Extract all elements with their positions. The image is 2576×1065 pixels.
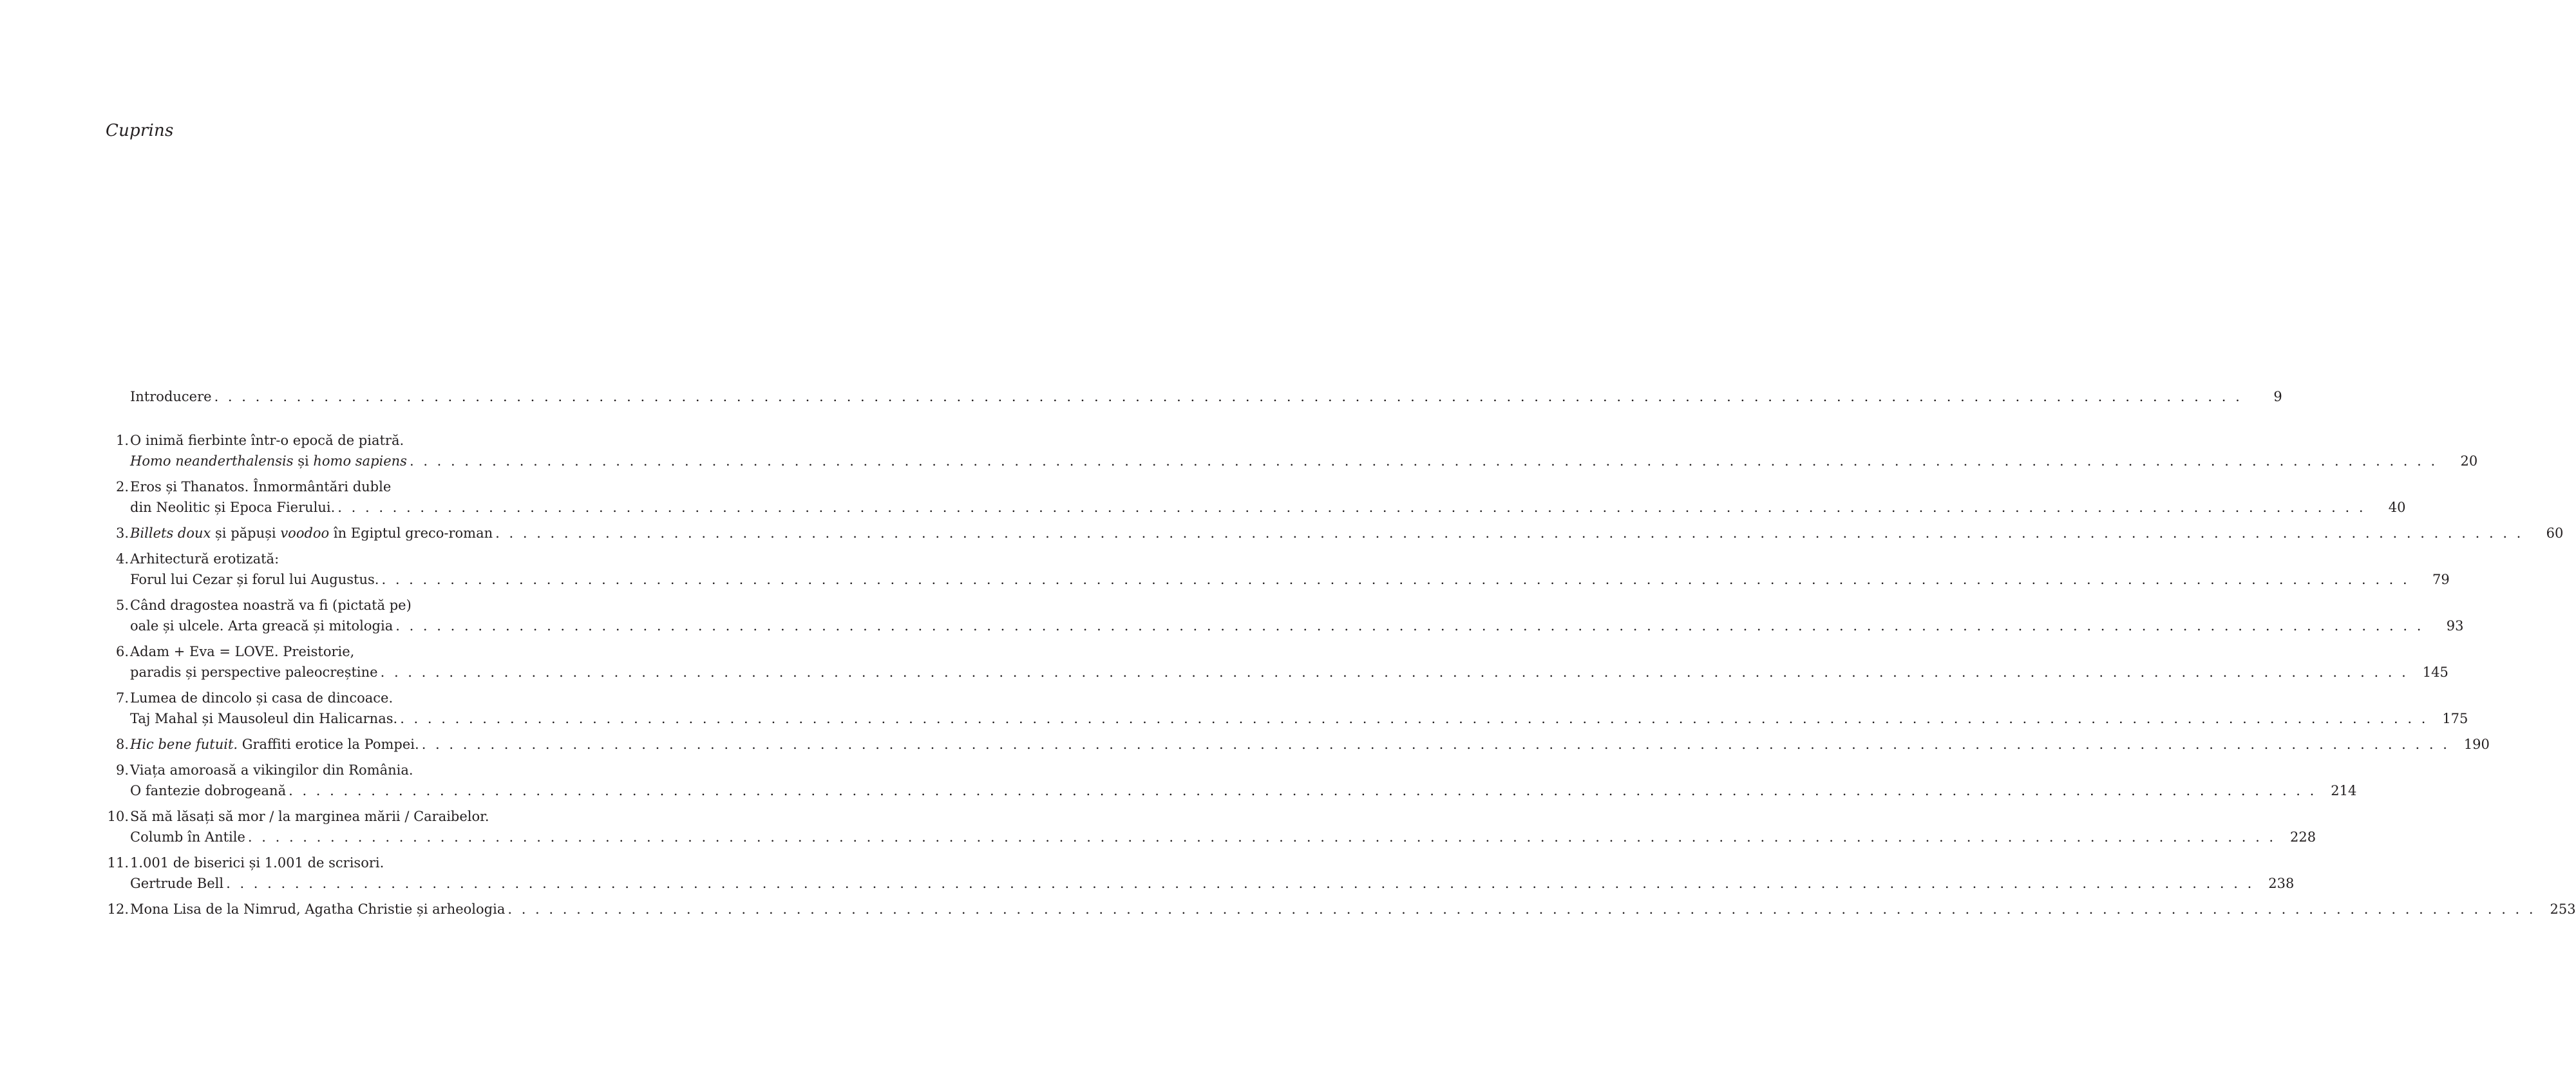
toc-entry-title-line: Taj Mahal și Mausoleul din Halicarnas. bbox=[130, 711, 398, 726]
toc-entry-page: 253 bbox=[2550, 901, 2576, 917]
toc-entry-title-line: din Neolitic și Epoca Fierului. bbox=[130, 500, 336, 515]
toc-entry-11[interactable] bbox=[97, 853, 2295, 894]
toc-entry-10[interactable] bbox=[97, 806, 2316, 847]
dot-leader bbox=[493, 523, 2523, 543]
toc-entry-page: 40 bbox=[2388, 500, 2406, 515]
toc-entry-title-line: Hic bene futuit. Graffiti erotice la Pompei. bbox=[130, 737, 419, 752]
toc-entry-number: 5. bbox=[115, 598, 129, 613]
toc-entry-8[interactable] bbox=[97, 734, 2490, 755]
toc-entry-page: 228 bbox=[2290, 829, 2316, 845]
toc-entry-page: 214 bbox=[2331, 783, 2357, 798]
toc-entry-12[interactable] bbox=[97, 899, 2576, 919]
toc-entry-title-line: Billets doux și păpuși voodoo în Egiptul greco-roman bbox=[130, 525, 493, 541]
toc-entry-title-line: Să mă lăsați să mor / la marginea mării / Caraibelor. bbox=[130, 809, 489, 824]
toc-entry-number bbox=[97, 386, 130, 407]
toc-entry-page: 190 bbox=[2463, 737, 2490, 752]
toc-entry-page: 93 bbox=[2446, 618, 2464, 634]
toc-entry-7[interactable] bbox=[97, 688, 2468, 729]
toc-entry-title: Introducere bbox=[130, 389, 212, 404]
toc-entry-page: 79 bbox=[2432, 572, 2450, 587]
toc-entry-title-line: Adam + Eva = LOVE. Preistorie, bbox=[130, 644, 355, 659]
toc-entry-title-line: Viața amoroasă a vikingilor din România. bbox=[130, 762, 413, 778]
page-title: Cuprins bbox=[106, 121, 174, 140]
toc-entry-title-line: oale și ulcele. Arta greacă și mitologia bbox=[130, 618, 393, 634]
toc-entry-number: 1. bbox=[115, 433, 129, 448]
toc-entry-number: 3. bbox=[115, 525, 129, 541]
toc-entry-page: 145 bbox=[2422, 664, 2448, 680]
dot-leader bbox=[212, 386, 2242, 407]
toc-entry-number: 4. bbox=[115, 551, 129, 567]
toc-entry-9[interactable] bbox=[97, 760, 2357, 801]
toc-entry-title-line: Gertrude Bell bbox=[130, 876, 224, 891]
toc-entry-title-line: Forul lui Cezar și forul lui Augustus. bbox=[130, 572, 379, 587]
dot-leader bbox=[407, 451, 2438, 471]
toc-entry-number: 10. bbox=[107, 809, 129, 824]
table-of-contents bbox=[97, 386, 2576, 925]
toc-entry-number: 6. bbox=[115, 644, 129, 659]
toc-entry-title-line: paradis și perspective paleocreștine bbox=[130, 664, 378, 680]
toc-entry-number: 8. bbox=[115, 737, 129, 752]
toc-entry-title-line: Homo neanderthalensis și homo sapiens bbox=[130, 453, 407, 469]
toc-entry-4[interactable] bbox=[97, 549, 2450, 590]
dot-leader bbox=[379, 569, 2409, 590]
toc-entry-title-line: Lumea de dincolo și casa de dincoace. bbox=[130, 690, 393, 706]
toc-entry-title-line: Mona Lisa de la Nimrud, Agatha Christie și arheologia bbox=[130, 901, 506, 917]
toc-entry-title-line: Eros și Thanatos. Înmormântări duble bbox=[130, 479, 392, 495]
toc-entry-title-line: O fantezie dobrogeană bbox=[130, 783, 287, 798]
toc-entry-title-line: Când dragostea noastră va fi (pictată pe) bbox=[130, 598, 412, 613]
toc-entry-page: 20 bbox=[2460, 453, 2478, 469]
toc-entry-title-line: 1.001 de biserici și 1.001 de scrisori. bbox=[130, 855, 384, 871]
dot-leader bbox=[378, 662, 2409, 683]
toc-entry-5[interactable] bbox=[97, 595, 2464, 636]
dot-leader bbox=[419, 734, 2450, 755]
toc-entry-number: 7. bbox=[115, 690, 129, 706]
toc-entry-page: 60 bbox=[2546, 525, 2564, 541]
toc-entry-number: 12. bbox=[107, 901, 129, 917]
dot-leader bbox=[335, 497, 2365, 518]
toc-entry-title-line: Arhitectură erotizată: bbox=[130, 551, 279, 567]
toc-entry-1[interactable] bbox=[97, 430, 2478, 471]
dot-leader bbox=[286, 780, 2316, 801]
toc-entry-2[interactable] bbox=[97, 476, 2406, 518]
toc-entry-title-line: O inimă fierbinte într-o epocă de piatră. bbox=[130, 433, 404, 448]
toc-entry-3[interactable] bbox=[97, 523, 2564, 543]
toc-entry-intro[interactable] bbox=[97, 386, 2282, 407]
toc-entry-6[interactable] bbox=[97, 641, 2448, 683]
toc-entry-page: 175 bbox=[2442, 711, 2468, 726]
toc-entry-number: 9. bbox=[115, 762, 129, 778]
toc-entry-number: 11. bbox=[107, 855, 129, 871]
dot-leader bbox=[505, 899, 2535, 919]
dot-leader bbox=[245, 827, 2276, 847]
dot-leader bbox=[223, 873, 2254, 894]
toc-entry-number: 2. bbox=[115, 479, 129, 495]
toc-entry-page: 238 bbox=[2268, 876, 2295, 891]
dot-leader bbox=[393, 616, 2423, 636]
toc-entry-page: 9 bbox=[2273, 389, 2282, 404]
toc-entry-title-line: Columb în Antile bbox=[130, 829, 245, 845]
dot-leader bbox=[397, 708, 2428, 729]
